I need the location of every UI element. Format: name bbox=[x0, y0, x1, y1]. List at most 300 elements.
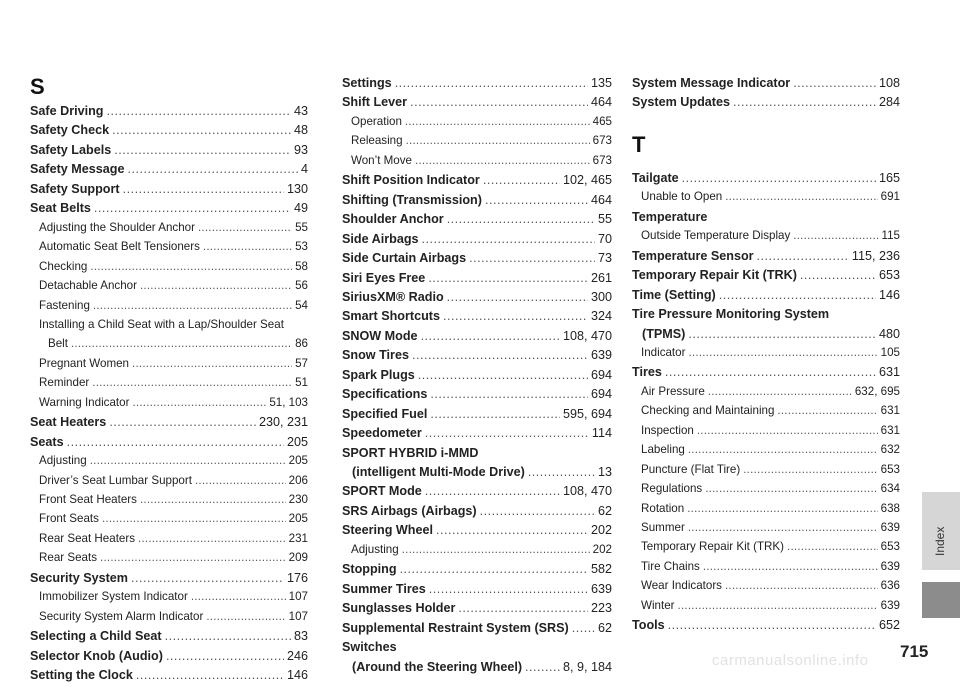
entry-term: Sunglasses Holder bbox=[342, 601, 456, 616]
leader-dots bbox=[682, 171, 876, 185]
leader-dots bbox=[400, 562, 588, 576]
entry-term: Rotation bbox=[641, 501, 685, 515]
entry-term: Settings bbox=[342, 76, 392, 90]
entry-pages[interactable]: 49 bbox=[293, 201, 308, 216]
entry-pages[interactable]: 51, 103 bbox=[269, 395, 308, 409]
index-entry bbox=[30, 104, 308, 124]
entry-pages[interactable]: 102, 465 bbox=[562, 173, 612, 188]
entry-term: Shoulder Anchor bbox=[342, 212, 444, 227]
entry-term: Checking bbox=[39, 259, 88, 273]
leader-dots bbox=[94, 201, 291, 215]
leader-dots bbox=[483, 173, 560, 187]
entry-term: System Updates bbox=[632, 95, 730, 110]
leader-dots bbox=[93, 299, 292, 312]
entry-pages[interactable]: 135 bbox=[590, 76, 612, 90]
entry-pages[interactable]: 146 bbox=[878, 287, 900, 302]
page-number: 715 bbox=[900, 642, 929, 661]
entry-term: Detachable Anchor bbox=[39, 279, 137, 293]
entry-term: Smart Shortcuts bbox=[342, 309, 440, 324]
index-entry bbox=[30, 337, 308, 357]
leader-dots bbox=[191, 590, 286, 603]
index-entry bbox=[632, 171, 900, 191]
leader-dots bbox=[109, 415, 256, 429]
entry-pages[interactable]: 230 bbox=[288, 493, 308, 506]
index-entry bbox=[30, 493, 308, 513]
entry-pages[interactable]: 107 bbox=[288, 590, 308, 604]
leader-dots bbox=[71, 337, 292, 350]
leader-dots bbox=[114, 143, 291, 157]
entry-pages[interactable]: 694 bbox=[590, 367, 612, 382]
entry-pages[interactable]: 639 bbox=[590, 348, 612, 363]
entry-term: Temperature bbox=[632, 209, 708, 224]
entry-pages[interactable]: 58 bbox=[295, 259, 308, 273]
leader-dots bbox=[525, 660, 560, 674]
entry-term: Setting the Clock bbox=[30, 668, 133, 683]
entry-pages[interactable]: 653 bbox=[878, 268, 900, 283]
entry-pages[interactable]: 54 bbox=[295, 298, 308, 312]
entry-term: SPORT HYBRID i-MMD bbox=[342, 445, 479, 460]
leader-dots bbox=[165, 629, 291, 643]
index-entry bbox=[342, 601, 612, 621]
index-entry bbox=[30, 299, 308, 319]
entry-term: Specified Fuel bbox=[342, 406, 428, 421]
leader-dots bbox=[703, 560, 878, 573]
entry-pages[interactable]: 165 bbox=[878, 170, 900, 185]
index-entry bbox=[342, 76, 612, 96]
index-entry bbox=[632, 463, 900, 483]
entry-pages[interactable]: 638 bbox=[880, 501, 900, 515]
entry-pages[interactable]: 480 bbox=[878, 326, 900, 341]
entry-term: Automatic Seat Belt Tensioners bbox=[39, 240, 200, 254]
entry-pages[interactable]: 632 bbox=[880, 443, 900, 457]
entry-term: Fastening bbox=[39, 298, 90, 312]
leader-dots bbox=[430, 407, 560, 421]
entry-pages[interactable]: 634 bbox=[880, 482, 900, 496]
entry-pages[interactable]: 205 bbox=[288, 454, 308, 468]
entry-term: Summer Tires bbox=[342, 581, 426, 596]
entry-term: Tires bbox=[632, 365, 662, 380]
index-entry bbox=[342, 523, 612, 543]
entry-term: Side Airbags bbox=[342, 231, 419, 246]
index-entry bbox=[30, 454, 308, 474]
index-entry bbox=[342, 251, 612, 271]
entry-term: Winter bbox=[641, 598, 675, 612]
entry-term: Indicator bbox=[641, 345, 686, 359]
leader-dots bbox=[430, 387, 588, 401]
entry-pages[interactable]: 206 bbox=[288, 473, 308, 487]
entry-pages[interactable]: 86 bbox=[295, 337, 308, 351]
index-entry bbox=[342, 271, 612, 291]
leader-dots bbox=[132, 396, 266, 409]
index-sidebar bbox=[922, 0, 960, 678]
leader-dots bbox=[128, 162, 298, 176]
entry-pages[interactable]: 202 bbox=[592, 542, 612, 556]
entry-pages[interactable]: 636 bbox=[880, 579, 900, 593]
entry-term: Siri Eyes Free bbox=[342, 270, 426, 285]
entry-pages[interactable]: 639 bbox=[880, 521, 900, 534]
leader-dots bbox=[777, 404, 877, 417]
index-entry bbox=[342, 426, 612, 446]
entry-term: Snow Tires bbox=[342, 348, 409, 363]
index-entry bbox=[342, 309, 612, 329]
entry-term: Side Curtain Airbags bbox=[342, 251, 467, 266]
entry-pages[interactable]: 53 bbox=[295, 240, 308, 254]
entry-term: Reminder bbox=[39, 376, 90, 390]
entry-pages[interactable]: 93 bbox=[293, 142, 308, 157]
leader-dots bbox=[678, 599, 878, 612]
entry-term: Safety Support bbox=[30, 181, 120, 196]
entry-pages[interactable]: 48 bbox=[293, 123, 308, 138]
entry-term: Wear Indicators bbox=[641, 579, 722, 593]
index-entry bbox=[342, 446, 612, 466]
entry-pages[interactable]: 246 bbox=[286, 648, 308, 663]
entry-pages[interactable]: 653 bbox=[880, 540, 900, 554]
entry-term: Inspection bbox=[641, 423, 694, 437]
leader-dots bbox=[469, 251, 595, 265]
entry-term: Adjusting bbox=[39, 454, 87, 468]
leader-dots bbox=[425, 484, 560, 498]
index-entry bbox=[632, 404, 900, 424]
leader-dots bbox=[100, 551, 286, 564]
leader-dots bbox=[697, 424, 878, 437]
leader-dots bbox=[198, 221, 292, 234]
entry-pages[interactable]: 70 bbox=[597, 231, 612, 246]
leader-dots bbox=[131, 571, 284, 585]
index-entry bbox=[342, 504, 612, 524]
leader-dots bbox=[132, 357, 292, 370]
entry-pages[interactable]: 653 bbox=[880, 462, 900, 476]
entry-pages[interactable]: 464 bbox=[590, 192, 612, 207]
entry-pages[interactable]: 673 bbox=[592, 134, 612, 148]
entry-term: SPORT Mode bbox=[342, 484, 422, 499]
leader-dots bbox=[708, 385, 852, 398]
entry-pages[interactable]: 230, 231 bbox=[258, 415, 308, 430]
index-entry bbox=[30, 512, 308, 532]
index-entry bbox=[342, 640, 612, 660]
entry-pages[interactable]: 146 bbox=[286, 668, 308, 683]
entry-pages[interactable]: 56 bbox=[295, 279, 308, 293]
index-entry bbox=[632, 268, 900, 288]
entry-pages[interactable]: 673 bbox=[592, 153, 612, 167]
leader-dots bbox=[800, 268, 876, 282]
leader-dots bbox=[528, 465, 595, 479]
leader-dots bbox=[705, 482, 877, 495]
entry-pages[interactable]: 55 bbox=[295, 220, 308, 234]
entry-pages[interactable]: 130 bbox=[286, 181, 308, 196]
index-entry bbox=[632, 190, 900, 210]
entry-pages[interactable]: 105 bbox=[880, 345, 900, 359]
index-entry bbox=[30, 143, 308, 163]
entry-term: Tire Pressure Monitoring System bbox=[632, 307, 830, 322]
entry-pages[interactable]: 639 bbox=[590, 581, 612, 596]
entry-term: Selecting a Child Seat bbox=[30, 629, 162, 644]
index-entry bbox=[632, 443, 900, 463]
index-entry bbox=[632, 618, 900, 638]
entry-pages[interactable]: 51 bbox=[295, 376, 308, 390]
entry-pages[interactable]: 57 bbox=[295, 356, 308, 370]
index-entry bbox=[30, 668, 308, 688]
entry-term: SiriusXM® Radio bbox=[342, 289, 444, 304]
index-entry bbox=[342, 368, 612, 388]
leader-dots bbox=[428, 271, 588, 285]
entry-pages[interactable]: 107 bbox=[288, 609, 308, 623]
entry-term: Switches bbox=[342, 640, 397, 655]
entry-term: Seat Heaters bbox=[30, 415, 107, 430]
entry-pages[interactable]: 108, 470 bbox=[562, 484, 612, 499]
leader-dots bbox=[725, 190, 877, 203]
entry-term: Security System bbox=[30, 570, 129, 585]
entry-pages[interactable]: 694 bbox=[590, 387, 612, 402]
leader-dots bbox=[415, 154, 590, 167]
entry-pages[interactable]: 631 bbox=[880, 404, 900, 418]
entry-pages[interactable]: 83 bbox=[293, 629, 308, 644]
leader-dots bbox=[688, 521, 878, 534]
leader-dots bbox=[793, 76, 876, 90]
index-entry bbox=[632, 579, 900, 599]
entry-term: Installing a Child Seat with a Lap/Shoulder Seat bbox=[39, 317, 284, 331]
section-letter-t: T bbox=[632, 132, 646, 157]
entry-term: Safe Driving bbox=[30, 104, 104, 118]
entry-term: Supplemental Restraint System (SRS) bbox=[342, 620, 569, 635]
entry-pages[interactable]: 115 bbox=[881, 229, 900, 243]
index-entry bbox=[632, 560, 900, 580]
index-entry bbox=[30, 260, 308, 280]
entry-pages[interactable]: 639 bbox=[880, 559, 900, 573]
entry-pages[interactable]: 231 bbox=[288, 531, 308, 545]
index-entry bbox=[342, 95, 612, 115]
index-entry bbox=[632, 307, 900, 327]
entry-pages[interactable]: 465 bbox=[592, 114, 612, 128]
leader-dots bbox=[436, 523, 588, 537]
entry-term: Won’t Move bbox=[351, 153, 412, 167]
leader-dots bbox=[112, 123, 291, 137]
index-entry bbox=[342, 407, 612, 427]
entry-term: Outside Temperature Display bbox=[641, 229, 791, 243]
index-entry bbox=[632, 365, 900, 385]
entry-pages[interactable]: 464 bbox=[590, 95, 612, 110]
index-entry bbox=[30, 532, 308, 552]
leader-dots bbox=[668, 618, 876, 632]
entry-pages[interactable]: 261 bbox=[590, 270, 612, 285]
entry-pages[interactable]: 108 bbox=[878, 76, 900, 90]
entry-term: Seats bbox=[30, 434, 64, 449]
entry-term: (Around the Steering Wheel) bbox=[352, 659, 523, 674]
index-entry bbox=[342, 134, 612, 154]
entry-pages[interactable]: 631 bbox=[880, 423, 900, 437]
index-entry bbox=[632, 249, 900, 269]
index-entry bbox=[30, 240, 308, 260]
sidebar-marker bbox=[922, 582, 960, 618]
leader-dots bbox=[480, 504, 595, 518]
entry-term: Stopping bbox=[342, 562, 397, 577]
entry-pages[interactable]: 108, 470 bbox=[562, 328, 612, 343]
leader-dots bbox=[688, 327, 876, 341]
index-entry bbox=[342, 348, 612, 368]
index-entry bbox=[30, 221, 308, 241]
index-entry bbox=[632, 95, 900, 115]
entry-pages[interactable]: 205 bbox=[286, 434, 308, 449]
index-entry bbox=[30, 590, 308, 610]
entry-pages[interactable]: 62 bbox=[597, 503, 612, 518]
leader-dots bbox=[195, 474, 286, 487]
entry-pages[interactable]: 691 bbox=[880, 190, 900, 204]
index-entry bbox=[30, 318, 308, 338]
entry-term: Safety Check bbox=[30, 123, 110, 138]
leader-dots bbox=[106, 104, 291, 118]
leader-dots bbox=[90, 260, 292, 273]
index-entry bbox=[342, 154, 612, 174]
entry-term: Temporary Repair Kit (TRK) bbox=[632, 268, 797, 283]
index-entry bbox=[342, 582, 612, 602]
entry-term: Front Seat Heaters bbox=[39, 493, 137, 506]
entry-term: Security System Alarm Indicator bbox=[39, 609, 204, 623]
entry-term: Seat Belts bbox=[30, 201, 91, 216]
leader-dots bbox=[138, 532, 286, 545]
entry-pages[interactable]: 223 bbox=[590, 601, 612, 616]
index-entry bbox=[632, 385, 900, 405]
entry-term: Shift Position Indicator bbox=[342, 173, 480, 188]
index-entry bbox=[632, 502, 900, 522]
entry-pages[interactable]: 300 bbox=[590, 289, 612, 304]
entry-term: Rear Seats bbox=[39, 551, 97, 565]
index-entry bbox=[632, 288, 900, 308]
entry-term: Spark Plugs bbox=[342, 367, 415, 382]
entry-term: Shift Lever bbox=[342, 95, 408, 110]
index-entry bbox=[342, 115, 612, 135]
leader-dots bbox=[102, 512, 286, 525]
entry-pages[interactable]: 62 bbox=[597, 620, 612, 635]
index-entry bbox=[342, 562, 612, 582]
index-entry bbox=[342, 329, 612, 349]
entry-pages[interactable]: 4 bbox=[300, 162, 308, 177]
index-entry bbox=[30, 435, 308, 455]
leader-dots bbox=[405, 115, 590, 128]
entry-pages[interactable]: 639 bbox=[880, 598, 900, 612]
entry-pages[interactable]: 582 bbox=[590, 562, 612, 577]
entry-pages[interactable]: 632, 695 bbox=[854, 384, 900, 398]
entry-term: Steering Wheel bbox=[342, 523, 433, 538]
leader-dots bbox=[787, 540, 878, 553]
entry-term: Labeling bbox=[641, 443, 685, 457]
index-entry bbox=[632, 521, 900, 541]
entry-pages[interactable]: 115, 236 bbox=[851, 248, 900, 263]
index-entry bbox=[30, 649, 308, 669]
entry-pages[interactable]: 73 bbox=[597, 251, 612, 266]
index-entry bbox=[632, 327, 900, 347]
leader-dots bbox=[429, 582, 588, 596]
leader-dots bbox=[406, 134, 590, 147]
entry-term: Shifting (Transmission) bbox=[342, 192, 482, 207]
entry-pages[interactable]: 176 bbox=[286, 570, 308, 585]
index-entry bbox=[30, 162, 308, 182]
entry-pages[interactable]: 8, 9, 184 bbox=[562, 659, 612, 674]
leader-dots bbox=[447, 212, 595, 226]
entry-term: Immobilizer System Indicator bbox=[39, 590, 188, 604]
leader-dots bbox=[140, 493, 286, 506]
section-letter-s: S bbox=[30, 74, 45, 99]
entry-pages[interactable]: 652 bbox=[878, 618, 900, 633]
index-entry bbox=[632, 229, 900, 249]
index-entry bbox=[30, 571, 308, 591]
index-entry bbox=[30, 474, 308, 494]
leader-dots bbox=[793, 229, 878, 242]
entry-term: Tailgate bbox=[632, 170, 679, 185]
index-entry bbox=[30, 610, 308, 630]
index-entry bbox=[30, 182, 308, 202]
index-entry bbox=[632, 346, 900, 366]
leader-dots bbox=[719, 288, 876, 302]
entry-pages[interactable]: 205 bbox=[288, 512, 308, 526]
leader-dots bbox=[395, 76, 588, 90]
index-entry bbox=[342, 232, 612, 252]
entry-term: Checking and Maintaining bbox=[641, 404, 775, 418]
index-entry bbox=[342, 660, 612, 680]
leader-dots bbox=[418, 368, 588, 382]
index-entry bbox=[30, 279, 308, 299]
index-entry bbox=[342, 173, 612, 193]
entry-pages[interactable]: 284 bbox=[878, 95, 900, 110]
index-entry bbox=[342, 290, 612, 310]
index-entry bbox=[30, 123, 308, 143]
leader-dots bbox=[421, 329, 560, 343]
index-entry bbox=[632, 540, 900, 560]
entry-pages[interactable]: 324 bbox=[590, 309, 612, 324]
entry-pages[interactable]: 55 bbox=[597, 212, 612, 227]
entry-term: (TPMS) bbox=[642, 326, 686, 341]
index-tab-label: Index bbox=[933, 526, 947, 556]
entry-term: Rear Seat Heaters bbox=[39, 531, 136, 545]
index-entry bbox=[30, 551, 308, 571]
leader-dots bbox=[92, 376, 292, 389]
index-entry bbox=[342, 212, 612, 232]
leader-dots bbox=[687, 502, 877, 515]
entry-pages[interactable]: 209 bbox=[288, 551, 308, 565]
leader-dots bbox=[206, 610, 285, 623]
leader-dots bbox=[422, 232, 595, 246]
entry-term: Releasing bbox=[351, 134, 403, 148]
entry-pages[interactable]: 202 bbox=[590, 523, 612, 538]
entry-term: Pregnant Women bbox=[39, 356, 130, 370]
leader-dots bbox=[743, 463, 877, 476]
leader-dots bbox=[166, 649, 284, 663]
entry-term: Driver’s Seat Lumbar Support bbox=[39, 473, 192, 487]
entry-pages[interactable]: 631 bbox=[878, 365, 900, 380]
entry-term: Front Seats bbox=[39, 512, 99, 526]
index-entry bbox=[342, 621, 612, 641]
entry-term: Puncture (Flat Tire) bbox=[641, 462, 741, 476]
index-entry bbox=[342, 484, 612, 504]
entry-term: Temporary Repair Kit (TRK) bbox=[641, 540, 785, 554]
entry-pages[interactable]: 13 bbox=[597, 465, 612, 479]
entry-term: Safety Labels bbox=[30, 142, 112, 157]
leader-dots bbox=[485, 193, 588, 207]
index-entry bbox=[30, 396, 308, 416]
entry-term: Temperature Sensor bbox=[632, 248, 754, 263]
entry-pages[interactable]: 43 bbox=[293, 104, 308, 118]
entry-term: SNOW Mode bbox=[342, 328, 418, 343]
entry-pages[interactable]: 114 bbox=[591, 426, 612, 441]
leader-dots bbox=[123, 182, 284, 196]
index-entry bbox=[30, 376, 308, 396]
index-entry bbox=[30, 415, 308, 435]
index-entry bbox=[342, 543, 612, 563]
entry-term: Warning Indicator bbox=[39, 395, 130, 409]
leader-dots bbox=[67, 435, 284, 449]
index-entry bbox=[632, 76, 900, 96]
leader-dots bbox=[725, 579, 878, 592]
entry-pages[interactable]: 595, 694 bbox=[562, 406, 612, 421]
leader-dots bbox=[412, 348, 588, 362]
